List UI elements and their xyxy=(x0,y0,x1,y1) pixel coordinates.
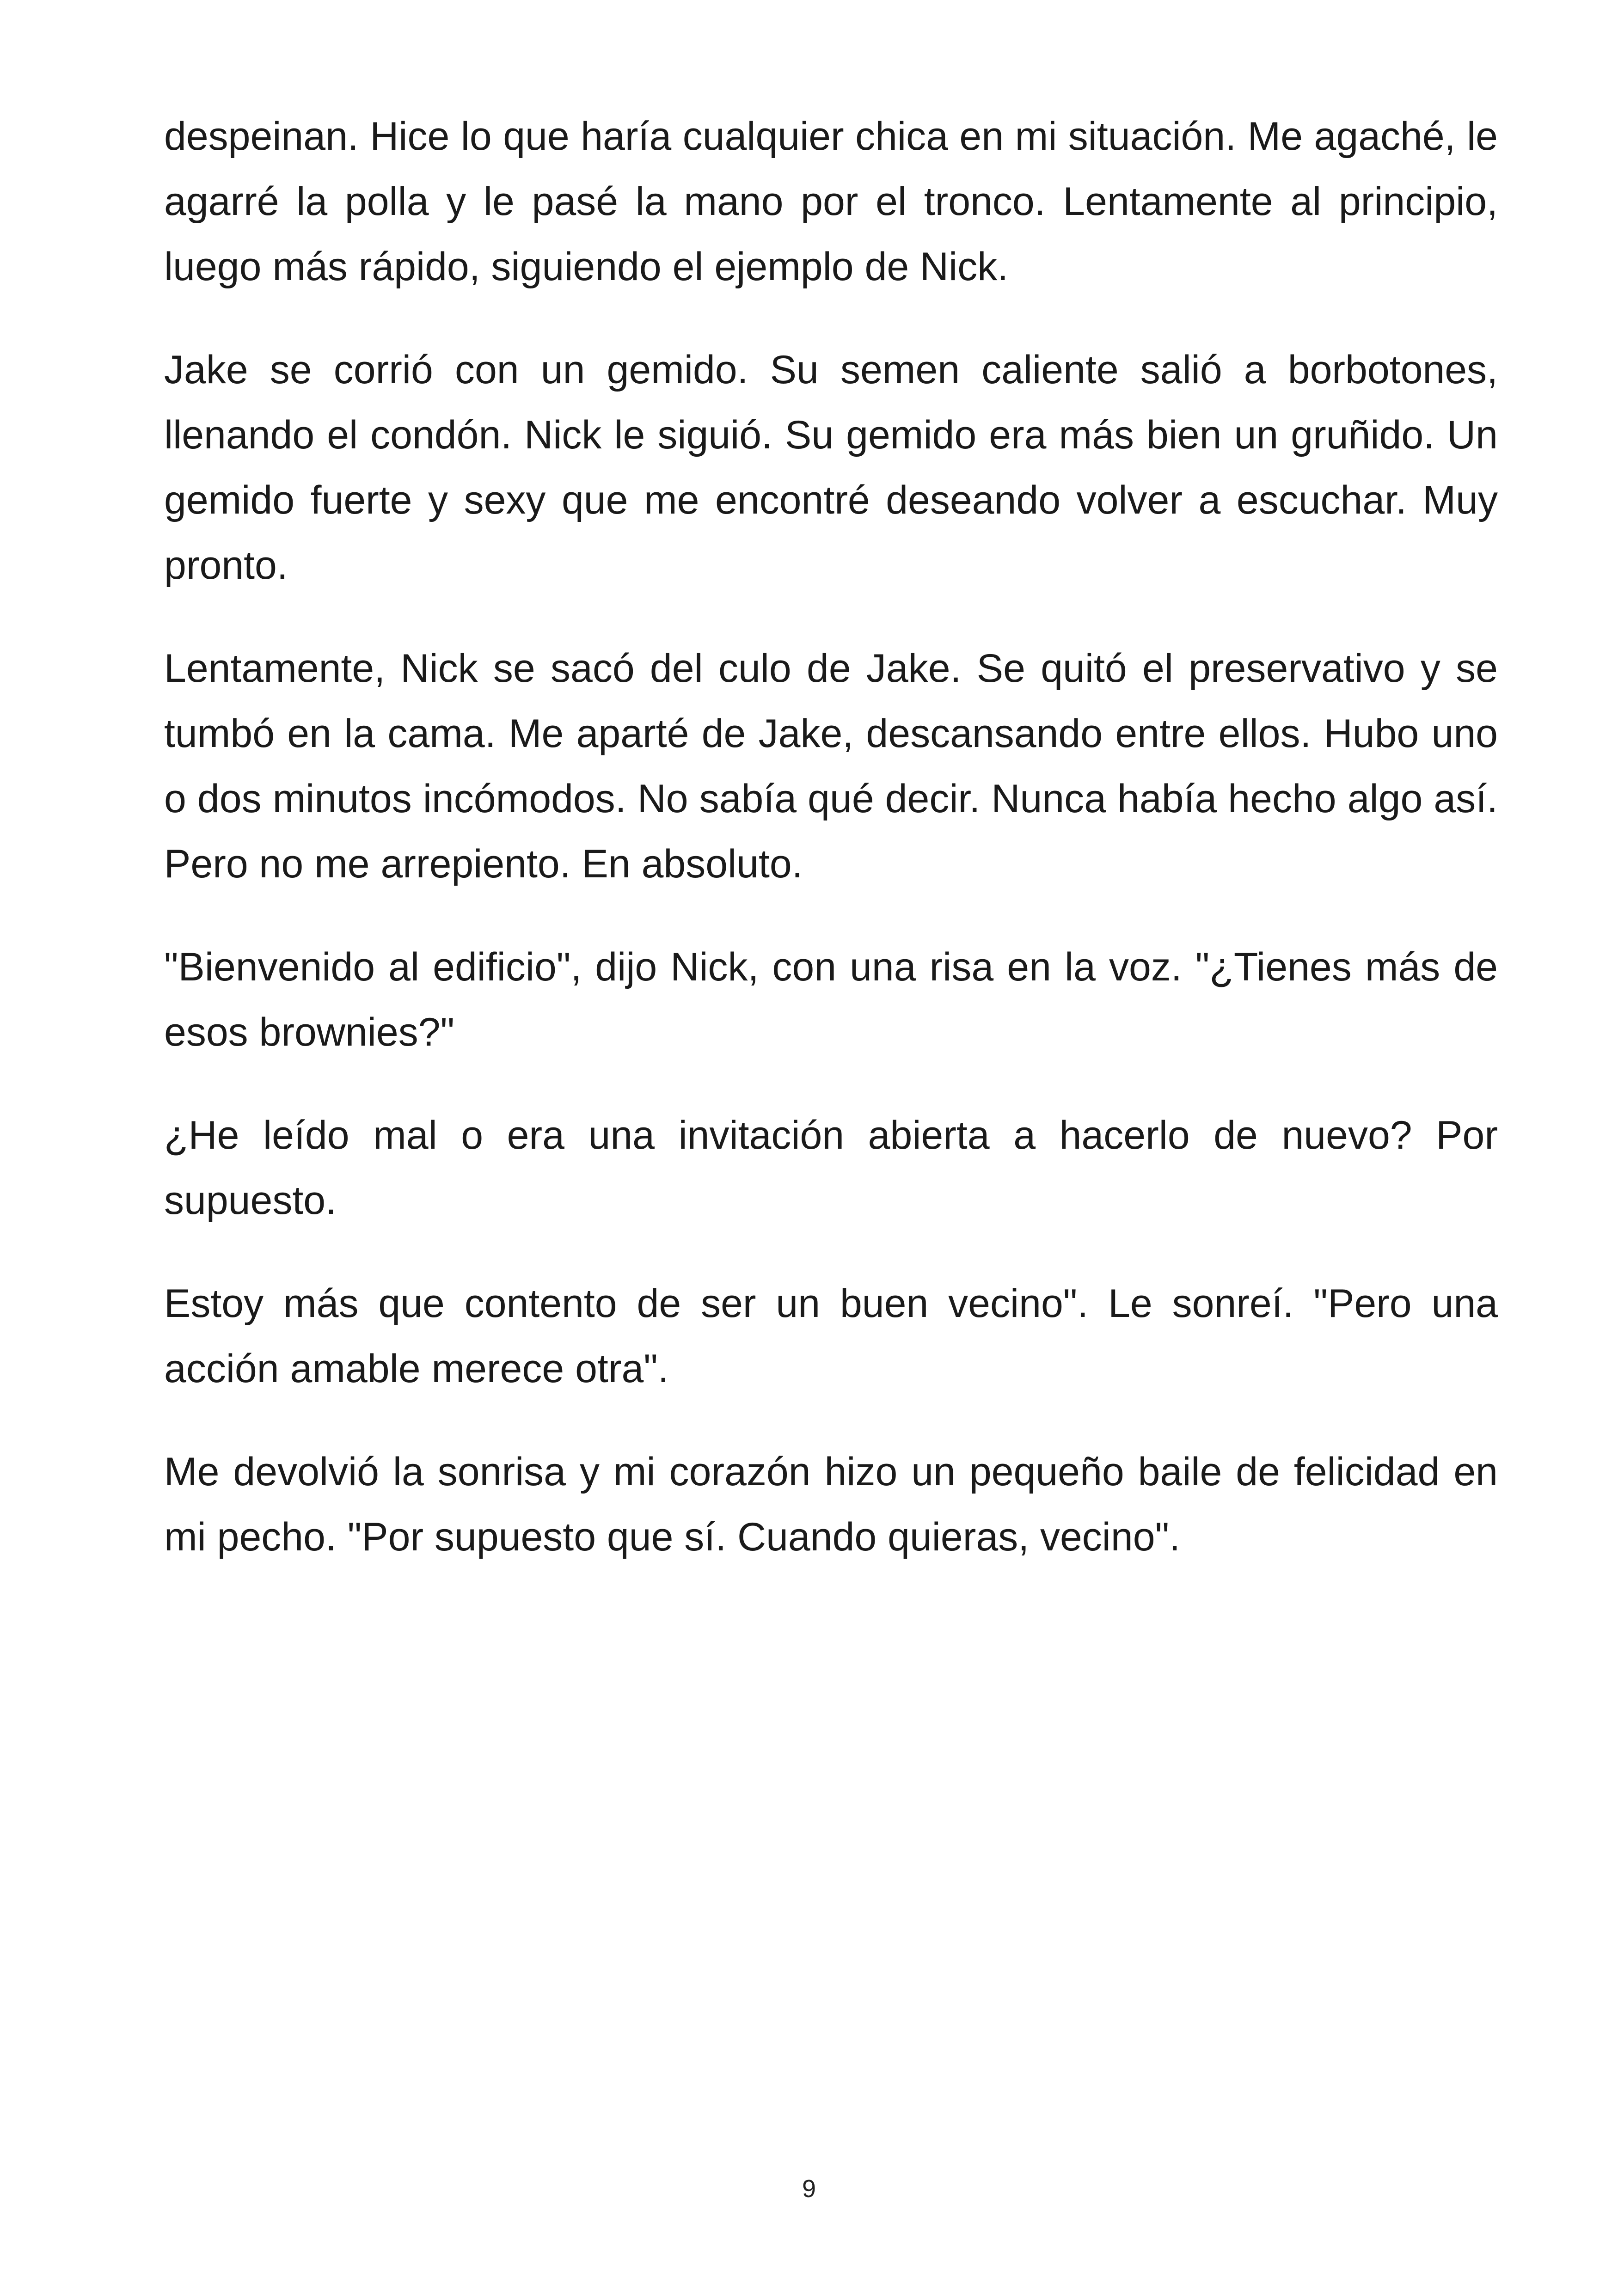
paragraph-7: Me devolvió la sonrisa y mi corazón hizo un pequeño baile de felicidad en mi pecho. "Por supuesto que sí. Cuando quieras, vecino". xyxy=(164,1450,1498,1559)
paragraph-6: Estoy más que contento de ser un buen vecino". Le sonreí. "Pero una acción amable merece otra". xyxy=(164,1281,1498,1391)
paragraph-1: despeinan. Hice lo que haría cualquier chica en mi situación. Me agaché, le agarré la polla y le pasé la mano por el tronco. Lentamente al principio, luego más rápido, siguiendo el ejemplo de Nick. xyxy=(164,114,1498,289)
paragraph-3: Lentamente, Nick se sacó del culo de Jake. Se quitó el preservativo y se tumbó en la cama. Me aparté de Jake, descansando entre ellos. Hubo uno o dos minutos incómodos. No sabía qué decir. Nunca había hecho algo así. Pero no me arrepiento. En absoluto. xyxy=(164,646,1498,886)
paragraph-4: "Bienvenido al edificio", dijo Nick, con una risa en la voz. "¿Tienes más de esos brownies?" xyxy=(164,945,1498,1054)
paragraph-5: ¿He leído mal o era una invitación abierta a hacerlo de nuevo? Por supuesto. xyxy=(164,1113,1498,1223)
page-number: 9 xyxy=(802,2175,816,2203)
body-text xyxy=(164,104,1498,1608)
paragraph-2: Jake se corrió con un gemido. Su semen caliente salió a borbotones, llenando el condón. Nick le siguió. Su gemido era más bien un gruñido. Un gemido fuerte y sexy que me encontré deseando volver a escuchar. Muy pronto. xyxy=(164,348,1498,588)
